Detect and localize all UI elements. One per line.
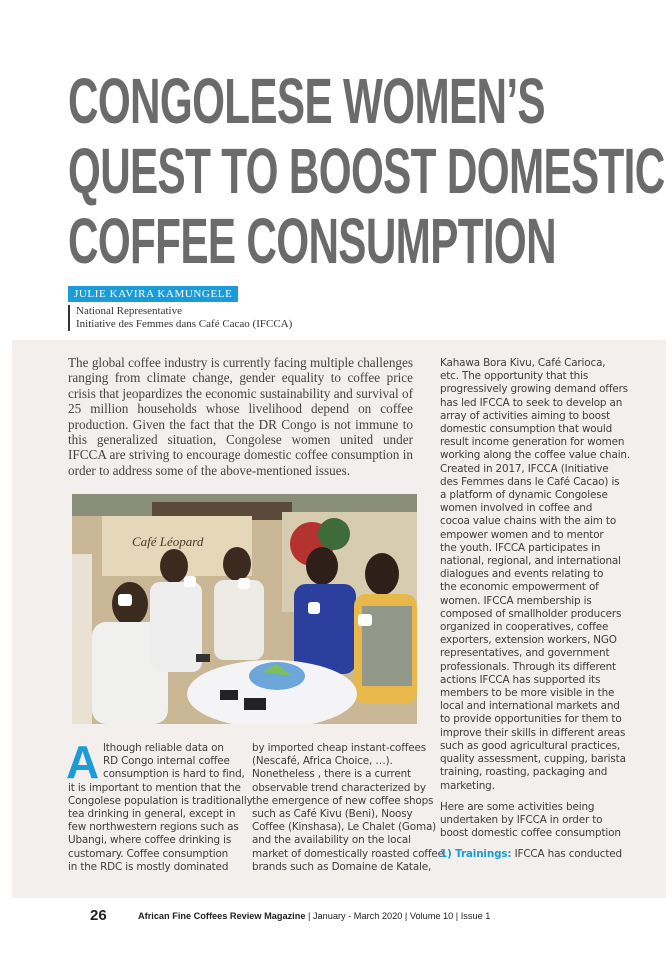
text-line: such as good agricultural practices, bbox=[440, 739, 621, 752]
text-line: Ubangi, where coffee drinking is bbox=[68, 834, 232, 847]
text-line: Here are some activities being bbox=[440, 800, 595, 813]
text-line: such as Café Kivu (Beni), Noosy bbox=[252, 808, 413, 821]
text-line: result income generation for women bbox=[440, 436, 625, 449]
text-line: representatives, and government bbox=[440, 647, 610, 660]
title-line-1: CONGOLESE WOMEN’S bbox=[68, 65, 545, 137]
trainings-text: IFCCA has conducted bbox=[511, 848, 622, 861]
text-line: market of domestically roasted coffee bbox=[252, 847, 444, 860]
page-number: 26 bbox=[90, 907, 107, 924]
trainings-label: 1) Trainings: bbox=[440, 848, 512, 861]
author-affiliation bbox=[68, 305, 292, 331]
text-line: the emergence of new coffee shops bbox=[252, 794, 434, 807]
magazine-name: African Fine Coffees Review Magazine bbox=[138, 911, 306, 921]
article-title bbox=[68, 65, 665, 277]
text-line: customary. Coffee consumption bbox=[68, 847, 229, 860]
text-line: boost domestic coffee consumption bbox=[440, 827, 621, 840]
text-line: tea drinking in general, except in bbox=[68, 808, 236, 821]
text-line: consumption is hard to find, bbox=[103, 768, 245, 781]
text-line: composed of smallholder producers bbox=[440, 607, 622, 620]
affiliation-org: Initiative des Femmes dans Café Cacao (IFCCA) bbox=[76, 318, 293, 330]
trainings-line bbox=[440, 848, 662, 861]
body-column-2 bbox=[252, 742, 444, 874]
text-line: marketing. bbox=[440, 779, 495, 792]
text-line: des Femmes dans le Café Cacao) is bbox=[440, 475, 620, 488]
article-photo bbox=[72, 494, 417, 724]
author-badge: JULIE KAVIRA KAMUNGELE bbox=[68, 286, 238, 302]
text-line: brands such as Domaine de Katale, bbox=[252, 860, 432, 873]
text-line: women. IFCCA membership is bbox=[440, 594, 592, 607]
text-line: to provide opportunities for them to bbox=[440, 713, 622, 726]
paragraph-gap bbox=[440, 840, 662, 848]
text-line: etc. The opportunity that this bbox=[440, 370, 589, 383]
page-footer bbox=[68, 906, 648, 926]
text-line: it is important to mention that the bbox=[68, 781, 241, 794]
affiliation-role: National Representative bbox=[76, 305, 182, 317]
text-line: Kahawa Bora Kivu, Café Carioca, bbox=[440, 357, 606, 369]
text-line: the youth. IFCCA participates in bbox=[440, 541, 601, 554]
text-line: quality assessment, cupping, barista bbox=[440, 753, 626, 766]
text-line: progressively growing demand offers bbox=[440, 383, 628, 396]
text-line: domestic consumption that would bbox=[440, 423, 613, 436]
text-line: actions IFCCA has supported its bbox=[440, 673, 601, 686]
text-line: improve their skills in different areas bbox=[440, 726, 626, 739]
text-line: exporters, extension workers, NGO bbox=[440, 634, 617, 647]
text-line: in the RDC is mostly dominated bbox=[68, 860, 229, 873]
publication-info bbox=[138, 909, 490, 923]
text-line: undertaken by IFCCA in order to bbox=[440, 813, 603, 826]
title-line-3: COFFEE CONSUMPTION bbox=[68, 205, 556, 277]
photo-sign-text: Café Léopard bbox=[132, 534, 204, 549]
text-line: national, regional, and international bbox=[440, 555, 621, 568]
text-line: professionals. Through its different bbox=[440, 660, 616, 673]
text-line: training, roasting, packaging and bbox=[440, 766, 608, 779]
text-line: local and international markets and bbox=[440, 700, 620, 713]
text-line: empower women and to mentor bbox=[440, 528, 604, 541]
text-line: RD Congo internal coffee bbox=[103, 755, 230, 768]
text-line: Nonetheless , there is a current bbox=[252, 768, 411, 781]
text-line: few northwestern regions such as bbox=[68, 821, 239, 834]
text-line: women involved in coffee and bbox=[440, 502, 593, 515]
text-line: working along the coffee value chain. bbox=[440, 449, 631, 462]
text-line: has led IFCCA to seek to develop an bbox=[440, 396, 623, 409]
text-line: array of activities aiming to boost bbox=[440, 409, 611, 422]
text-line: the economic empowerment of bbox=[440, 581, 599, 594]
text-line: Coffee (Kinshasa), Le Chalet (Goma) bbox=[252, 821, 437, 834]
text-line: observable trend characterized by bbox=[252, 781, 426, 794]
text-line: Congolese population is traditionally bbox=[68, 794, 253, 807]
drop-cap: A bbox=[66, 736, 100, 788]
title-line-2: QUEST TO BOOST DOMESTIC bbox=[68, 135, 665, 207]
paragraph-gap bbox=[440, 793, 662, 801]
text-line: by imported cheap instant-coffees bbox=[252, 742, 426, 754]
text-line: and the availability on the local bbox=[252, 834, 411, 847]
intro-paragraph: The global coffee industry is currently facing multiple challenges ranging from climate change, gender equality to coffee price crisis that jeopardizes the economic sustainability and survival of 25 million households whose livelihood depend on coffee production. Given the fact that the DR Congo is not immune to this generalized situation, Congolese women united under IFCCA are striving to encourage domestic coffee consumption in order to address some of the above-mentioned issues. bbox=[68, 355, 413, 478]
photo-illustration bbox=[72, 494, 417, 724]
text-line: (Nescafé, Africa Choice, …). bbox=[252, 755, 393, 768]
text-line: cocoa value chains with the aim to bbox=[440, 515, 617, 528]
body-column-1 bbox=[66, 736, 253, 874]
text-line: dialogues and events relating to bbox=[440, 568, 604, 581]
body-column-3 bbox=[440, 357, 662, 862]
text-line: organized in cooperatives, coffee bbox=[440, 621, 609, 634]
text-line: Created in 2017, IFCCA (Initiative bbox=[440, 462, 609, 475]
text-line: members to be more visible in the bbox=[440, 687, 615, 700]
text-line: a platform of dynamic Congolese bbox=[440, 489, 608, 502]
issue-info: | January - March 2020 | Volume 10 | Issue 1 bbox=[305, 911, 491, 921]
text-line: lthough reliable data on bbox=[103, 742, 224, 754]
